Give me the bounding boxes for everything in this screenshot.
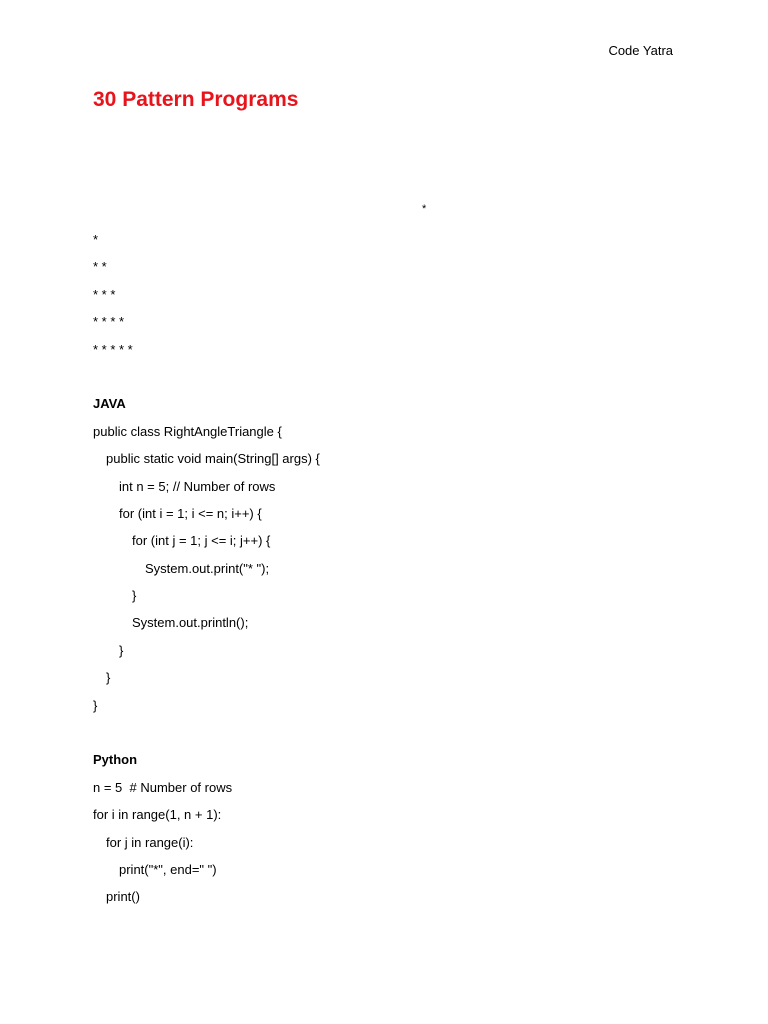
spacer — [93, 369, 693, 396]
spacer — [93, 725, 693, 752]
code-line: n = 5 # Number of rows — [93, 779, 233, 795]
center-star: * — [422, 203, 427, 215]
code-line: for (int j = 1; j <= i; j++) { — [132, 533, 271, 549]
code-line: System.out.print("* "); — [145, 560, 270, 576]
code-line: for j in range(i): — [106, 834, 194, 850]
code-line: print("*", end=" ") — [119, 861, 217, 877]
pattern-row: * — [93, 232, 99, 247]
code-line: } — [106, 670, 111, 686]
code-line: for i in range(1, n + 1): — [93, 807, 222, 823]
code-line: System.out.println(); — [132, 615, 249, 631]
code-line: int n = 5; // Number of rows — [119, 478, 276, 494]
pattern-output — [93, 232, 693, 369]
pattern-row: * * * * * — [93, 341, 133, 357]
code-line: public class RightAngleTriangle { — [93, 423, 282, 439]
code-line: print() — [106, 889, 140, 905]
pattern-row: * * — [93, 259, 107, 275]
page-title: 30 Pattern Programs — [93, 88, 299, 111]
code-line: } — [119, 642, 124, 658]
pattern-row: * * * * — [93, 314, 125, 330]
java-section — [93, 396, 693, 725]
python-label: Python — [93, 752, 138, 768]
pattern-row: * * * — [93, 286, 116, 302]
java-label: JAVA — [93, 396, 126, 412]
header-author: Code Yatra — [608, 43, 673, 58]
code-line: public static void main(String[] args) { — [106, 451, 320, 467]
code-line: } — [93, 697, 98, 713]
document-body — [93, 232, 693, 917]
code-line: } — [132, 588, 137, 604]
code-line: for (int i = 1; i <= n; i++) { — [119, 505, 262, 521]
python-section — [93, 752, 693, 916]
